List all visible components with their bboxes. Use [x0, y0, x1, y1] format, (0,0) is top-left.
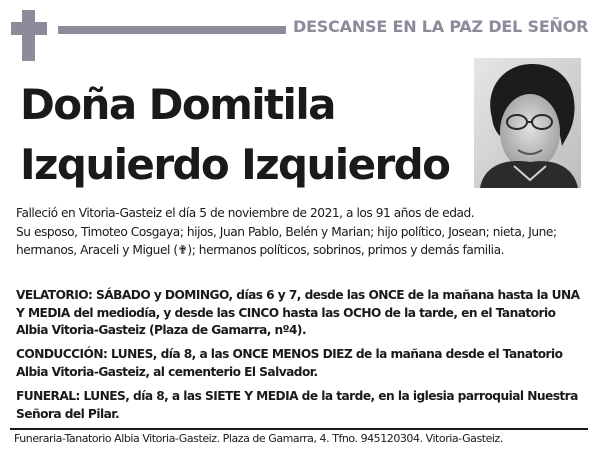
family-text: Su esposo, Timoteo Cosgaya; hijos, Juan Pablo, Belén y Marian; hijo político, Josean; nieta, June; hermanos, Araceli y Miguel (✟); hermanos políticos, sobrinos, primos y demás familia.: [16, 225, 557, 257]
funeral-home-footer: Funeraria-Tanatorio Albia Vitoria-Gasteiz. Plaza de Gamarra, 4. Tfno. 945120304. Vitoria-Gasteiz.: [14, 432, 503, 445]
deceased-name-line2: Izquierdo Izquierdo: [20, 140, 450, 189]
cross-icon: [22, 10, 35, 61]
footer-rule: [10, 428, 588, 430]
death-notice-text: Falleció en Vitoria-Gasteiz el día 5 de noviembre de 2021, a los 91 años de edad.: [16, 206, 475, 220]
portrait-photo: [474, 58, 581, 188]
header-rule: [58, 26, 286, 34]
funeral-text: FUNERAL: LUNES, día 8, a las SIETE Y MEDIA de la tarde, en la iglesia parroquial Nuestra Señora del Pilar.: [16, 389, 578, 421]
procession-text: CONDUCCIÓN: LUNES, día 8, a las ONCE MENOS DIEZ de la mañana desde el Tanatorio Albia Vitoria-Gasteiz, al cementerio El Salvador.: [16, 347, 563, 379]
motto: DESCANSE EN LA PAZ DEL SEÑOR: [293, 17, 589, 36]
cross-icon-bar: [11, 22, 47, 35]
deceased-name-line1: Doña Domitila: [20, 80, 335, 129]
wake-text: VELATORIO: SÁBADO y DOMINGO, días 6 y 7, desde las ONCE de la mañana hasta la UNA Y MEDIA del mediodía, y desde las CINCO hasta las OCHO de la tarde, en el Tanatorio Albia Vitoria-Gasteiz (Plaza de Gamarra, nº4).: [16, 288, 580, 337]
